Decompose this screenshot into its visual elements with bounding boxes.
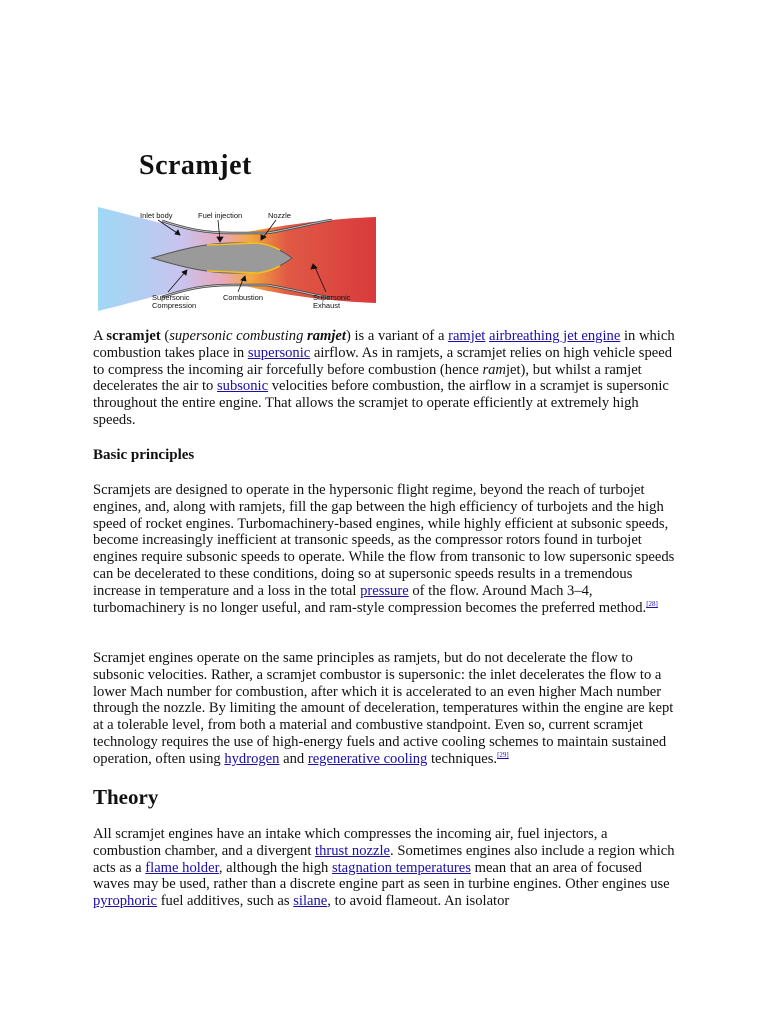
- basic-principles-paragraph-2: Scramjet engines operate on the same principles as ramjets, but do not decelerate the flow to subsonic velocities. Rather, a scramjet combustor is supersonic: the inlet decelerates the flow to a lower Mach number for combustion, after which it is accelerated to an even higher Mach number through the nozzle. By limiting the amount of deceleration, temperatures within the engine are kept at a tolerable level, from both a material and combustive standpoint. Even so, current scramjet technology requires the use of high-energy fuels and active cooling schemes to maintain sustained operation, often using hydrogen and regenerative cooling techniques.[29]: [93, 650, 674, 767]
- reference-29[interactable]: [29]: [497, 750, 509, 759]
- heading-basic-principles: Basic principles: [93, 447, 195, 463]
- link-pressure[interactable]: pressure: [360, 582, 409, 599]
- label-supersonic-compression-2: Compression: [152, 301, 197, 310]
- term-scramjet: scramjet: [106, 328, 161, 344]
- link-pyrophoric[interactable]: pyrophoric: [93, 893, 158, 910]
- basic-principles-paragraph-1: Scramjets are designed to operate in the hypersonic flight regime, beyond the reach of turbojet engines, and, along with ramjets, fill the gap between the high efficiency of turbojets and the high speed of rocket engines. Turbomachinery-based engines, while highly efficient at subsonic speeds, become increasingly inefficient at transonic speeds, as the compressor rotors found in turbojet engines require subsonic speeds to operate. While the flow from transonic to low supersonic speeds can be decelerated to these conditions, doing so at supersonic speeds results in a tremendous increase in temperature and a loss in the total pressure of the flow. Around Mach 3–4, turbomachinery is no longer useful, and ram-style compression becomes the preferred method.[28]: [93, 482, 675, 616]
- theory-paragraph-1: All scramjet engines have an intake which compresses the incoming air, fuel injectors, a combustion chamber, and a divergent thrust nozzle. Sometimes engines also include a region which acts as a flame holder, although the high stagnation temperatures mean that an area of focused waves may be used, rather than a discrete engine part as seen in turbine engines. Other engines use pyrophoric fuel additives, such as silane, to avoid flameout. An isolator: [93, 826, 675, 910]
- reference-28[interactable]: [28]: [646, 599, 658, 608]
- page-title: Scramjet: [139, 150, 252, 181]
- link-airbreathing-jet-engine[interactable]: airbreathing jet engine: [489, 328, 621, 344]
- label-supersonic-compression-1: Supersonic: [152, 293, 190, 302]
- link-supersonic[interactable]: supersonic: [247, 344, 311, 361]
- label-nozzle: Nozzle: [268, 211, 291, 220]
- label-combustion: Combustion: [223, 293, 264, 302]
- link-ramjet[interactable]: ramjet: [448, 328, 486, 344]
- link-subsonic[interactable]: subsonic: [216, 378, 269, 395]
- term-ramjet: ramjet: [307, 328, 346, 344]
- scramjet-diagram-svg: [92, 205, 382, 315]
- link-hydrogen[interactable]: hydrogen: [224, 750, 280, 767]
- scramjet-diagram: [92, 205, 382, 315]
- link-stagnation-temperatures[interactable]: stagnation temperatures: [331, 859, 471, 876]
- link-silane[interactable]: silane: [293, 893, 328, 910]
- label-supersonic-exhaust-2: Exhaust: [313, 301, 341, 310]
- link-regenerative-cooling[interactable]: regenerative cooling: [307, 750, 428, 767]
- link-flame-holder[interactable]: flame holder: [145, 859, 219, 876]
- label-supersonic-exhaust-1: Supersonic: [313, 293, 351, 302]
- intro-paragraph: A scramjet (supersonic combusting ramjet) is a variant of a ramjet airbreathing jet engine in which combustion takes place in supersonic airflow. As in ramjets, a scramjet relies on high vehicle speed to compress the incoming air forcefully before combustion (hence ramjet), but whilst a ramjet decelerates the air to subsonic velocities before combustion, the airflow in a scramjet is supersonic throughout the entire engine. That allows the scramjet to operate efficiently at extremely high speeds.: [93, 328, 675, 428]
- label-fuel-injection: Fuel injection: [198, 211, 243, 220]
- link-thrust-nozzle[interactable]: thrust nozzle: [315, 842, 391, 859]
- label-inlet-body: Inlet body: [140, 211, 173, 220]
- heading-theory: Theory: [93, 785, 159, 809]
